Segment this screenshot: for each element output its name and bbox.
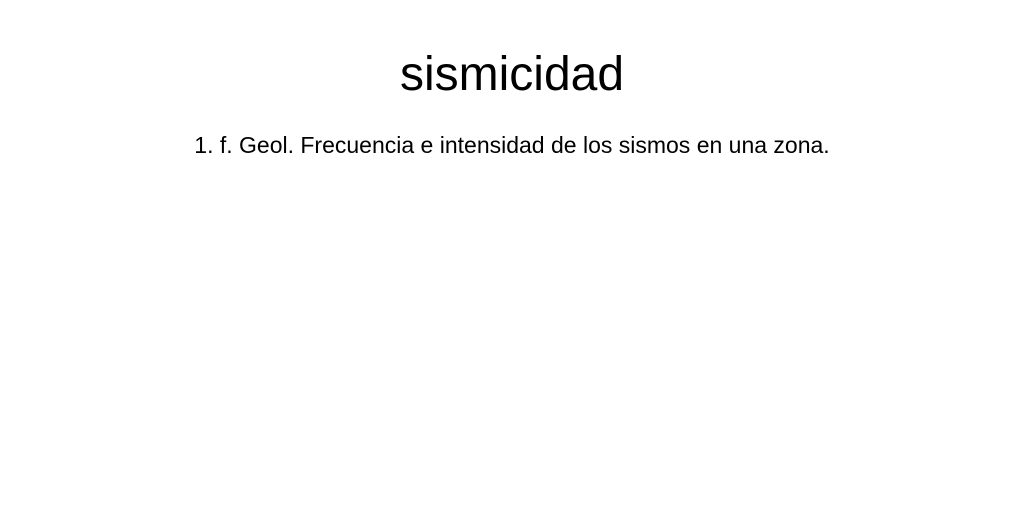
entry-word: sismicidad [399,48,625,101]
definition-1: 1. f. Geol. Frecuencia e intensidad de los sismos en una zona. [194,132,830,158]
